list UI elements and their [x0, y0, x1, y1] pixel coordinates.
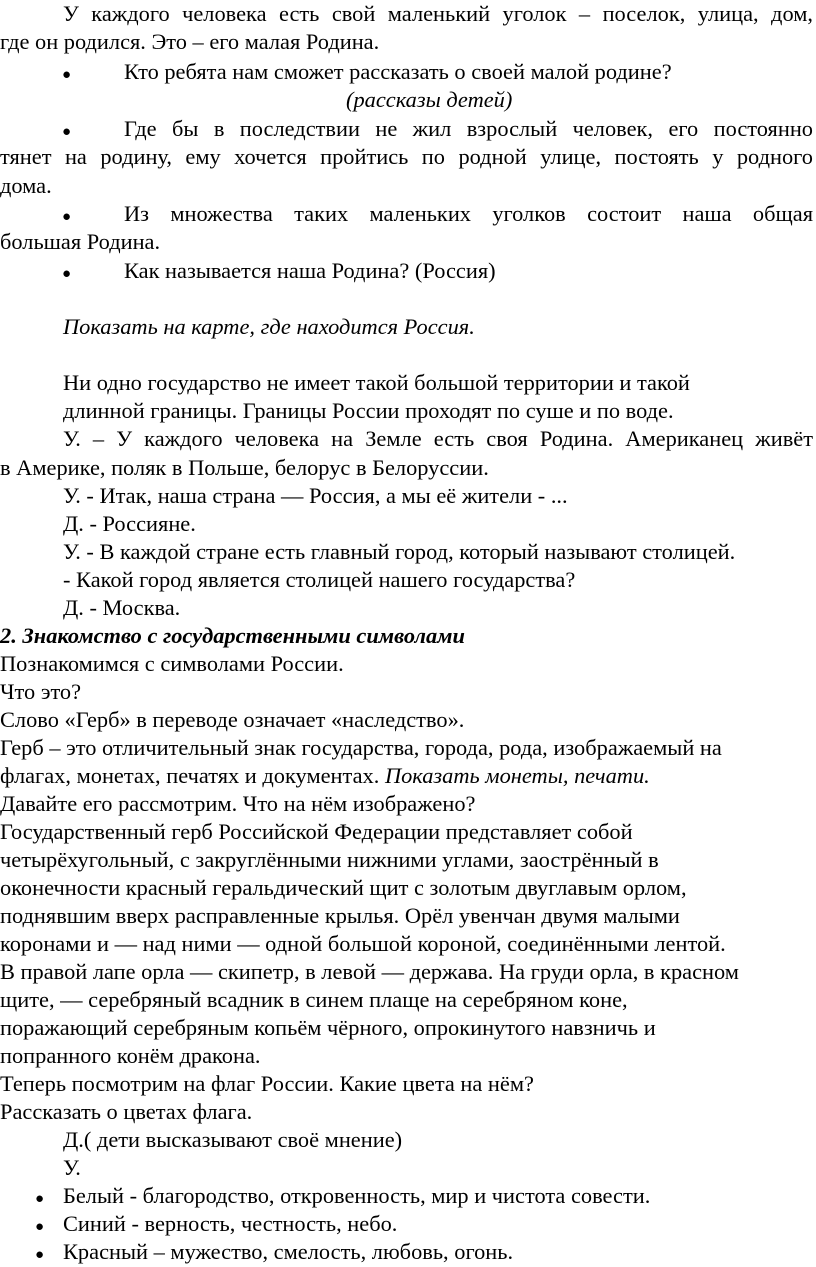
coat-of-arms-line-6: В правой лапе орла — скипетр, в левой — держава. На груди орла, в красном — [0, 959, 739, 984]
question-small-homeland: Кто ребята нам сможет рассказать о своей малой родине? — [124, 59, 672, 84]
map-instruction: Показать на карте, где находится Россия. — [63, 314, 475, 339]
symbols-line-1: Познакомимся с символами России. — [0, 651, 344, 676]
teacher-line-2: У. - Итак, наша страна — Россия, а мы её жители - ... — [63, 483, 568, 508]
flag-line-2: Рассказать о цветах флага. — [0, 1099, 253, 1124]
coins-instruction: Показать монеты, печати. — [384, 763, 650, 788]
question-homeland-name: Как называется наша Родина? (Россия) — [124, 258, 496, 283]
territory-line-1: Ни одно государство не имеет такой большой территории и такой — [63, 370, 690, 395]
color-red-item: Красный – мужество, смелость, любовь, огонь. — [63, 1239, 514, 1264]
symbols-line-4b-text: флагах, монетах, печатях и документах. — [0, 763, 380, 788]
color-blue-item: Синий - верность, честность, небо. — [63, 1211, 398, 1236]
coat-of-arms-line-3: оконечности красный геральдический щит с золотым двуглавым орлом, — [0, 875, 687, 900]
intro-line-1: У каждого человека есть свой маленький уголок – поселок, улица, дом, — [63, 1, 813, 26]
bullet-icon: ● — [62, 266, 72, 282]
flag-line-1: Теперь посмотрим на флаг России. Какие цвета на нём? — [0, 1071, 534, 1096]
coat-of-arms-line-2: четырёхугольный, с закруглёнными нижними углами, заострённый в — [0, 847, 659, 872]
coat-of-arms-line-4: поднявшим вверх расправленные крылья. Орёл увенчан двумя малыми — [0, 903, 680, 928]
children-line-2: Д. - Москва. — [63, 595, 181, 620]
intro-line-2: где он родился. Это – его малая Родина. — [0, 29, 380, 54]
children-line-1: Д. - Россияне. — [63, 511, 196, 536]
teacher-line-1b: в Америке, поляк в Польше, белорус в Белоруссии. — [0, 455, 489, 480]
coat-of-arms-line-9: попранного конём дракона. — [0, 1043, 261, 1068]
flag-line-4: У. — [63, 1155, 81, 1180]
section-title: 2. Знакомство с государственными символами — [0, 623, 465, 648]
coat-of-arms-line-1: Государственный герб Российской Федерации представляет собой — [0, 819, 633, 844]
flag-line-3: Д.( дети высказывают своё мнение) — [63, 1127, 403, 1152]
corners-line-2: большая Родина. — [0, 229, 161, 254]
homeland-line-3: дома. — [0, 173, 52, 198]
bullet-icon: ● — [35, 1191, 45, 1207]
bullet-icon: ● — [62, 67, 72, 83]
coat-of-arms-line-7: щите, — серебряный всадник в синем плаще на серебряном коне, — [0, 987, 628, 1012]
teacher-line-4: - Какой город является столицей нашего государства? — [63, 567, 576, 592]
teacher-line-3: У. - В каждой стране есть главный город, который называют столицей. — [63, 539, 736, 564]
symbols-line-3: Слово «Герб» в переводе означает «наследство». — [0, 707, 465, 732]
symbols-line-2: Что это? — [0, 679, 82, 704]
bullet-icon: ● — [35, 1219, 45, 1235]
bullet-icon: ● — [62, 124, 72, 140]
coat-of-arms-line-8: поражающий серебряным копьём чёрного, опрокинутого навзничь и — [0, 1015, 656, 1040]
children-stories-note: (рассказы детей) — [346, 87, 513, 112]
symbols-line-4a: Герб – это отличительный знак государства, города, рода, изображаемый на — [0, 735, 722, 760]
color-white-item: Белый - благородство, откровенность, мир и чистота совести. — [63, 1183, 651, 1208]
corners-line-1: Из множества таких маленьких уголков состоит наша общая — [124, 201, 813, 226]
homeland-line-2: тянет на родину, ему хочется пройтись по родной улице, постоять у родного — [0, 144, 813, 169]
coat-of-arms-line-5: коронами и — над ними — одной большой короной, соединёнными лентой. — [0, 931, 726, 956]
bullet-icon: ● — [35, 1247, 45, 1263]
symbols-line-4b — [0, 762, 650, 791]
homeland-line-1: Где бы в последствии не жил взрослый человек, его постоянно — [124, 116, 813, 141]
symbols-line-5: Давайте его рассмотрим. Что на нём изображено? — [0, 791, 476, 816]
bullet-icon: ● — [62, 209, 72, 225]
territory-line-2: длинной границы. Границы России проходят по суше и по воде. — [63, 398, 674, 423]
teacher-line-1a: У. – У каждого человека на Земле есть своя Родина. Американец живёт — [63, 426, 813, 451]
